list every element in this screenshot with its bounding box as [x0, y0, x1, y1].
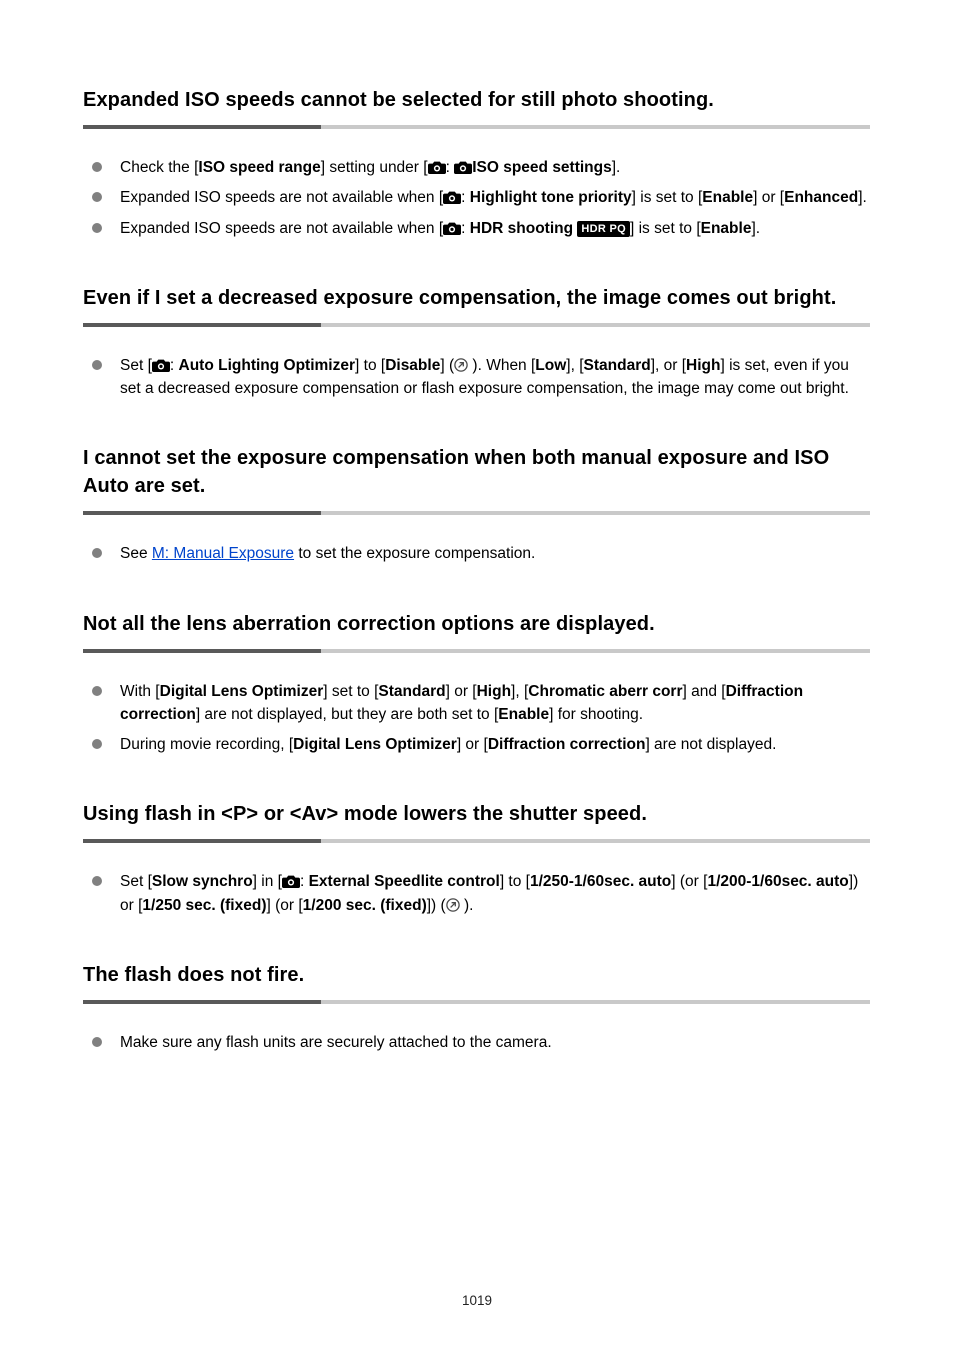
bullet-list [83, 870, 870, 917]
bullet-text [120, 683, 803, 723]
heading-rule-dark-segment [83, 125, 321, 129]
bold-text: 1/250 sec. (fixed) [142, 896, 267, 914]
heading-rule [83, 839, 870, 843]
heading-rule-dark-segment [83, 1000, 321, 1004]
text-segment: ] setting under [ [320, 159, 428, 176]
text-segment: ] set to [ [323, 682, 379, 700]
list-item [83, 156, 870, 179]
bold-text: Standard [378, 682, 446, 700]
bold-text: ISO speed settings [472, 159, 612, 176]
text-segment: Expanded ISO speeds are not available when [ [120, 189, 444, 207]
bold-text: High [476, 682, 512, 700]
list-item [83, 542, 870, 565]
text-segment: ] are not displayed, but they are both set to [ [195, 705, 499, 723]
bullet-icon [92, 686, 102, 696]
text-segment: ], or [ [650, 356, 687, 374]
bold-text: 1/200 sec. (fixed) [302, 896, 427, 914]
text-segment: ] ( [440, 356, 455, 374]
text-segment: ). When [ [468, 356, 536, 374]
bold-text: Slow synchro [151, 873, 253, 891]
bold-text: Enhanced [784, 189, 859, 207]
page-number: 1019 [461, 1293, 493, 1308]
bold-text: Low [535, 356, 567, 374]
camera-icon [443, 186, 461, 209]
bullet-text [120, 189, 867, 206]
bullet-text [120, 357, 849, 397]
bold-text: Diffraction correction [487, 736, 646, 753]
text-segment: Make sure any flash units are securely attached to the camera. [120, 1033, 552, 1051]
bullet-text [120, 873, 858, 913]
text-segment: ] are not displayed. [645, 736, 777, 753]
inline-link[interactable]: M: Manual Exposure [151, 545, 295, 563]
text-segment: : [169, 356, 179, 374]
list-item [83, 1031, 870, 1054]
section-heading: The flash does not fire. [83, 963, 305, 986]
section-heading: Using flash in <P> or <Av> mode lowers the shutter speed. [83, 803, 648, 826]
text-segment: ] (or [ [266, 896, 303, 914]
text-segment: ] for shooting. [549, 705, 644, 723]
section-heading: Even if I set a decreased exposure compensation, the image comes out bright. [83, 286, 837, 309]
bold-text: Enable [702, 189, 754, 207]
heading-rule [83, 323, 870, 327]
bullet-icon [92, 192, 102, 202]
bold-text: Disable [385, 356, 441, 374]
text-segment: ]) ( [426, 896, 446, 914]
camera-icon [428, 156, 446, 179]
text-segment: Set [ [120, 873, 152, 891]
faq-section [83, 444, 870, 565]
text-segment: ] or [ [456, 736, 488, 753]
heading-rule [83, 1000, 870, 1004]
content [83, 86, 870, 1054]
text-segment: to set the exposure compensation. [294, 545, 536, 563]
list-item [83, 186, 870, 209]
heading-rule-dark-segment [83, 649, 321, 653]
text-segment: : [461, 189, 470, 207]
bullet-list [83, 156, 870, 240]
bold-text: Enable [700, 219, 752, 237]
bullet-icon [92, 739, 102, 749]
faq-section [83, 86, 870, 240]
text-segment: ] is set to [ [629, 219, 701, 237]
bullet-icon [92, 162, 102, 172]
bold-text: HDR shooting [469, 219, 578, 237]
bullet-text [120, 1034, 552, 1051]
text-segment: ] to [ [355, 356, 386, 374]
text-segment: ]. [611, 159, 621, 176]
text-segment: ] is set, even if you set a decreased exposure compensation or flash exposure compensation, the image may come out bright. [120, 356, 849, 397]
text-segment: ] and [ [682, 682, 726, 700]
section-heading: I cannot set the exposure compensation when both manual exposure and ISO Auto are set. [83, 447, 830, 498]
text-segment: ], [ [511, 682, 529, 700]
bullet-list [83, 354, 870, 401]
bullet-list [83, 542, 870, 565]
text-segment: Expanded ISO speeds are not available when [ [120, 219, 444, 237]
bold-text: Enable [498, 705, 550, 723]
bold-text: 1/250-1/60sec. auto [529, 873, 672, 891]
bullet-text [120, 736, 776, 753]
text-segment: During movie recording, [ [120, 736, 294, 753]
bold-text: Diffraction correction [120, 682, 804, 723]
text-segment: See [120, 545, 152, 563]
camera-icon [454, 156, 472, 179]
text-segment: ). [459, 896, 474, 914]
camera-icon [443, 217, 461, 240]
bold-text: Highlight tone priority [469, 189, 632, 207]
heading-rule [83, 125, 870, 129]
text-segment: ] is set to [ [631, 189, 703, 207]
bullet-icon [92, 548, 102, 558]
bullet-text [120, 220, 760, 237]
camera-icon [152, 354, 170, 377]
text-segment: ]. [858, 189, 867, 207]
bold-text: Digital Lens Optimizer [159, 682, 324, 700]
reference-link-icon[interactable] [446, 894, 460, 917]
bullet-icon [92, 360, 102, 370]
text-segment: With [ [120, 682, 160, 700]
section-heading: Not all the lens aberration correction options are displayed. [83, 612, 655, 635]
reference-link-icon[interactable] [454, 354, 468, 377]
bullet-text [120, 159, 620, 176]
text-segment: ] or [ [445, 682, 477, 700]
list-item [83, 354, 870, 401]
text-segment: ]) or [ [120, 873, 859, 914]
faq-section [83, 800, 870, 917]
bold-text: ISO speed range [198, 159, 321, 176]
text-segment: ] (or [ [671, 873, 708, 891]
bold-text: Digital Lens Optimizer [293, 736, 457, 753]
section-heading: Expanded ISO speeds cannot be selected for still photo shooting. [83, 89, 714, 111]
hdr-pq-badge: HDR PQ [577, 221, 630, 237]
list-item [83, 733, 870, 756]
text-segment: ], [ [566, 356, 584, 374]
bold-text: Chromatic aberr corr [528, 682, 683, 700]
faq-section [83, 610, 870, 757]
text-segment: : [461, 219, 470, 237]
text-segment: ] to [ [499, 873, 530, 891]
list-item [83, 680, 870, 727]
heading-rule-dark-segment [83, 511, 321, 515]
bullet-list [83, 680, 870, 757]
bold-text: 1/200-1/60sec. auto [707, 873, 849, 891]
text-segment: ] or [ [753, 189, 785, 207]
faq-section [83, 284, 870, 401]
heading-rule-dark-segment [83, 323, 321, 327]
bold-text: Auto Lighting Optimizer [178, 356, 356, 374]
text-segment: ]. [751, 219, 761, 237]
heading-rule [83, 649, 870, 653]
text-segment: Check the [ [120, 159, 199, 176]
bullet-icon [92, 876, 102, 886]
text-segment: ] in [ [252, 873, 282, 891]
heading-rule-dark-segment [83, 839, 321, 843]
faq-section [83, 961, 870, 1054]
list-item [83, 217, 870, 240]
bullet-text [120, 545, 535, 562]
bullet-icon [92, 1037, 102, 1047]
bold-text: External Speedlite control [308, 873, 500, 891]
camera-icon [282, 870, 300, 893]
text-segment: : [299, 873, 309, 891]
list-item [83, 870, 870, 917]
bullet-list [83, 1031, 870, 1054]
bold-text: Standard [583, 356, 651, 374]
heading-rule [83, 511, 870, 515]
bold-text: High [686, 356, 721, 374]
text-segment: : [445, 159, 455, 176]
text-segment: Set [ [120, 356, 152, 374]
bullet-icon [92, 223, 102, 233]
